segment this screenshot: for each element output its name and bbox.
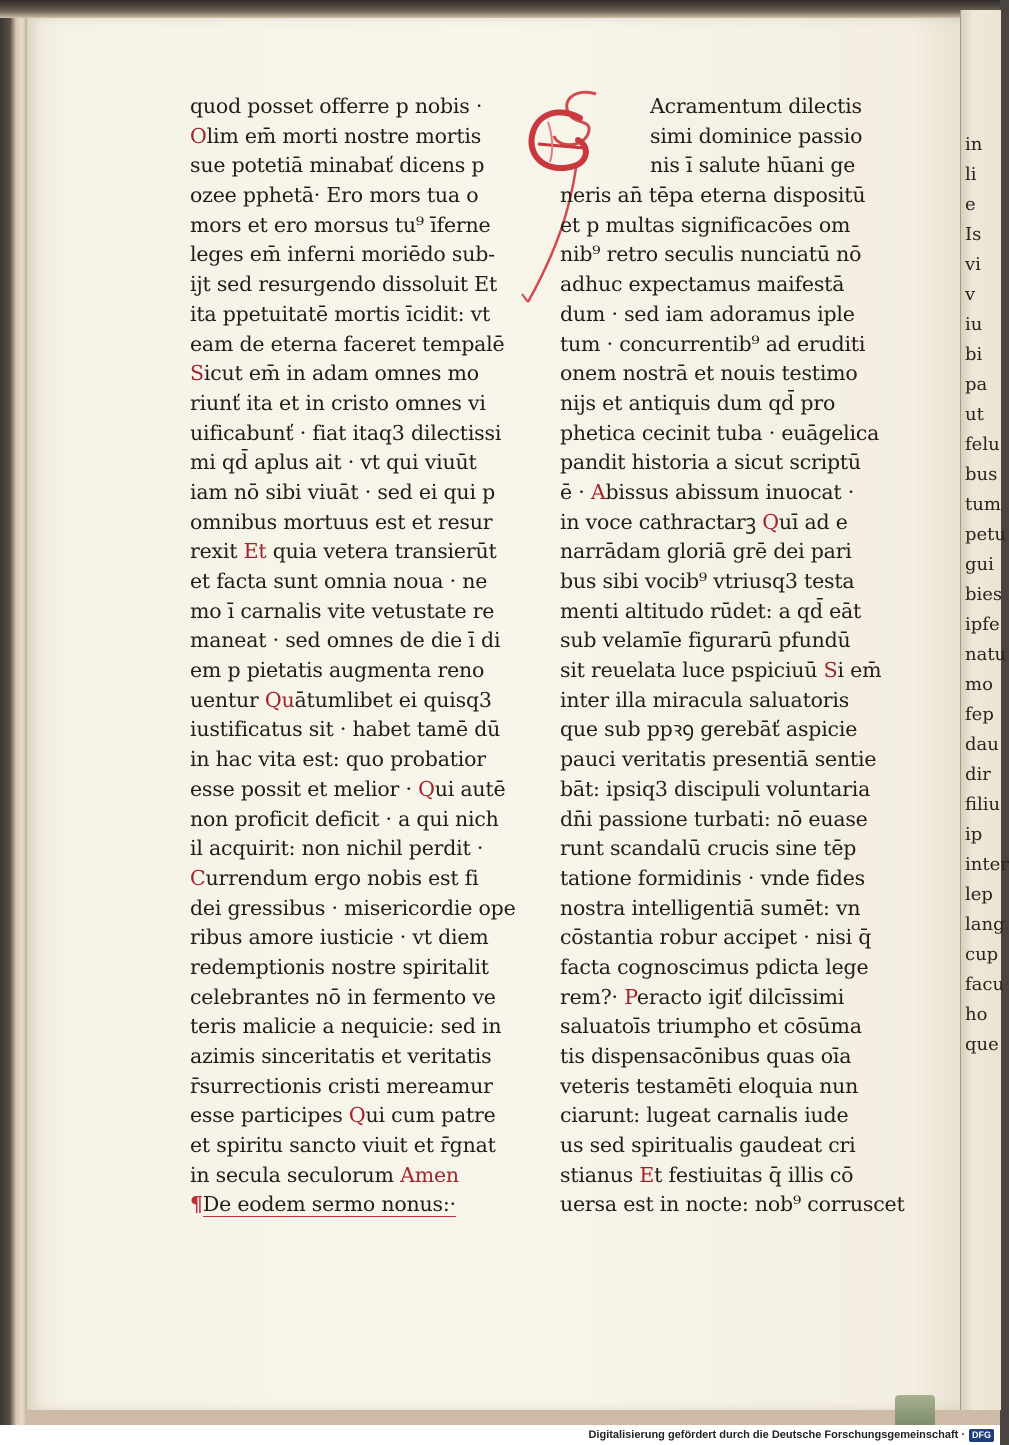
text-line: sub velamīe figurarū pfundū (560, 628, 851, 653)
text-line: riunť ita et in cristo omnes vi (190, 390, 486, 415)
text-line: nostra intelligentiā sumēt: vn (560, 895, 861, 920)
text-line: mi qd̄ aplus ait · vt qui viuūt (190, 450, 477, 475)
ribbon-bookmark (895, 1395, 935, 1425)
text-line: nis ī salute hūani ge (650, 153, 856, 178)
text-line: azimis sinceritatis et veritatis (190, 1044, 492, 1068)
next-page-fragment: natu (965, 644, 1007, 665)
text-line: non proficit deficit · a qui nich (190, 806, 499, 831)
text-line: veteris testamēti eloquia nun (560, 1073, 859, 1098)
next-page-fragment: ho (965, 1004, 988, 1025)
text-line: il acquirit: non nichil perdit · (190, 836, 484, 861)
next-page-fragment: que (965, 1034, 999, 1055)
next-page-fragment: ut (965, 404, 984, 425)
text-line: uificabunť · fiat itaq3 dilectissi (190, 420, 502, 445)
text-line: esse participes Qui cum patre (190, 1103, 496, 1128)
text-line: simi dominice passio (650, 123, 863, 148)
text-line: in voce cathractarꝫ Quī ad e (560, 509, 848, 534)
next-page-fragment: ip (965, 824, 983, 845)
text-line: leges em̄ inferni moriēdo sub- (190, 242, 495, 267)
next-page-fragment: bies (965, 584, 1003, 605)
text-line: bāt: ipsiq3 discipuli voluntaria (560, 776, 871, 801)
text-line: et spiritu sancto viuit et r̄gnat (190, 1133, 496, 1158)
next-page-edge (960, 10, 1009, 1410)
footer-credit-text: Digitalisierung gefördert durch die Deutsche Forschungsgemeinschaft · (588, 1429, 965, 1441)
text-line: Sicut em̄ in adam omnes mo (190, 361, 479, 386)
text-line: ribus amore iusticie · vt diem (190, 925, 489, 950)
dfg-logo: DFG (969, 1429, 994, 1442)
text-line: stianus Et festiuitas q̄ illis cō (560, 1162, 854, 1187)
text-line: narrādam gloriā grē dei pari (560, 539, 852, 564)
text-line: dei gressibus · misericordie ope (190, 895, 516, 920)
next-page-fragment: li (965, 164, 977, 185)
text-line: Olim em̄ morti nostre mortis (190, 123, 482, 148)
text-line: neris an̄ tēpa eterna dispositū (560, 183, 866, 208)
next-page-fragment: v (965, 284, 976, 305)
text-line: ita ppetuitatē mortis īcidit: vt (190, 301, 491, 326)
text-line: tatione formidinis · vnde fides (560, 865, 865, 890)
text-line: teris malicie a nequicie: sed in (190, 1014, 502, 1039)
text-line: saluatoīs triumpho et cōsūma (560, 1014, 862, 1039)
text-line: redemptionis nostre spiritalit (190, 954, 489, 979)
rubric-heading-text: De eodem sermo nonus:· (202, 1192, 456, 1217)
text-line: esse possit et melior · Qui autē (190, 776, 506, 801)
text-line: sue potetiā minabať dicens p (190, 153, 485, 178)
next-page-fragment: fep (965, 704, 994, 725)
next-page-fragment: felu (965, 434, 1000, 455)
text-line: tis dispensacōnibus quas oīa (560, 1044, 852, 1068)
text-line: facta cognoscimus pdicta lege (560, 954, 869, 979)
text-line: inter illa miracula saluatoris (560, 687, 850, 712)
text-line: rem?· Peracto igiť dilcīssimi (560, 984, 845, 1009)
text-line: mo ī carnalis vite vetustate re (190, 598, 495, 623)
rubric-heading (190, 1190, 520, 1220)
book-top-edge (0, 0, 1000, 18)
next-page-fragment: dau (965, 734, 999, 755)
next-page-fragment: facu (965, 974, 1005, 995)
text-line: dn̄i passione turbati: nō euase (560, 806, 868, 831)
text-line: nijs et antiquis dum qd̄ pro (560, 390, 836, 415)
next-page-fragment: filiu (965, 794, 1001, 815)
next-page-fragment: inter (965, 854, 1009, 875)
text-line: omnibus mortuus est et resur (190, 509, 493, 534)
text-line: phetica cecinit tuba · euāgelica (560, 420, 880, 445)
next-page-fragment: vi (965, 254, 981, 275)
text-line: tum · concurrentib⁹ ad eruditi (560, 331, 866, 356)
text-line: bus sibi vocib⁹ vtriusq3 testa (560, 569, 855, 593)
text-line: cōstantia robur accipet · nisi q̄ (560, 925, 872, 950)
text-line: que sub ppꝛꝯ gerebāť aspicie (560, 717, 858, 742)
text-line: rexit Et quia vetera transierūt (190, 539, 497, 564)
text-line: dum · sed iam adoramus iple (560, 301, 855, 326)
next-page-fragment: mo (965, 674, 993, 695)
next-page-fragment: bus (965, 464, 998, 485)
text-line: ē · Abissus abissum inuocat · (560, 479, 855, 504)
text-line: ozee pphetā· Ero mors tua o (190, 183, 479, 208)
next-page-fragment: e (965, 194, 976, 215)
text-line: pandit historia a sicut scriptū (560, 450, 861, 475)
next-page-fragment: in (965, 134, 983, 155)
next-page-fragment: iu (965, 314, 983, 335)
text-line: ijt sed resurgendo dissoluit Et (190, 272, 497, 297)
next-page-fragment: bi (965, 344, 983, 365)
dfg-footer (0, 1425, 1000, 1445)
next-page-fragment: pa (965, 374, 988, 395)
text-line: et facta sunt omnia noua · ne (190, 569, 488, 593)
next-page-fragment: gui (965, 554, 994, 575)
text-line: eam de eterna faceret tempalē (190, 331, 505, 356)
text-line: uersa est in nocte: nob⁹ corruscet (560, 1192, 905, 1217)
text-line: pauci veritatis presentiā sentie (560, 747, 877, 772)
text-line: sit reuelata luce pspiciuū Si em̄ (560, 658, 882, 683)
text-line: celebrantes nō in fermento ve (190, 984, 496, 1009)
text-line: onem nostrā et nouis testimo (560, 361, 858, 386)
text-line: Acramentum dilectis (650, 94, 862, 118)
text-line: runt scandalū crucis sine tēp (560, 836, 857, 861)
text-line: et p multas significacōes om (560, 212, 851, 237)
text-line: quod posset offerre p nobis · (190, 94, 483, 118)
right-text-column (560, 92, 905, 1220)
text-line: uentur Quātumlibet ei quisq3 (190, 687, 492, 712)
text-line: Currendum ergo nobis est fi (190, 865, 479, 890)
text-line: menti altitudo rūdet: a qd̄ eāt (560, 598, 862, 623)
text-line: in hac vita est: quo probatior (190, 747, 486, 772)
text-line: in secula seculorum Amen (190, 1162, 459, 1187)
text-line: mors et ero morsus tu⁹ īferne (190, 212, 491, 237)
text-line: em p pietatis augmenta reno (190, 658, 485, 683)
next-page-fragment: lep (965, 884, 993, 905)
text-line: adhuc expectamus maifestā (560, 272, 845, 297)
text-line: iam nō sibi viuāt · sed ei qui p (190, 479, 496, 504)
text-line: maneat · sed omnes de die ī di (190, 628, 501, 653)
next-page-fragment: ipfe (965, 614, 1000, 635)
text-line: iustificatus sit · habet tamē dū (190, 717, 501, 742)
next-page-fragment: tum (965, 494, 1001, 515)
next-page-fragment: lang (965, 914, 1005, 935)
text-line: r̄surrectionis cristi mereamur (190, 1073, 493, 1098)
next-page-fragment: cup (965, 944, 999, 965)
text-line: us sed spiritualis gaudeat cri (560, 1133, 856, 1158)
left-text-column (190, 92, 520, 1220)
next-page-fragment: petu (965, 524, 1007, 545)
text-line: nib⁹ retro seculis nunciatū nō (560, 242, 862, 267)
next-page-fragment: Is (965, 224, 982, 245)
text-line: ciarunt: lugeat carnalis iude (560, 1103, 849, 1128)
pilcrow-mark: ¶ (190, 1192, 203, 1217)
next-page-fragment: dir (965, 764, 991, 785)
